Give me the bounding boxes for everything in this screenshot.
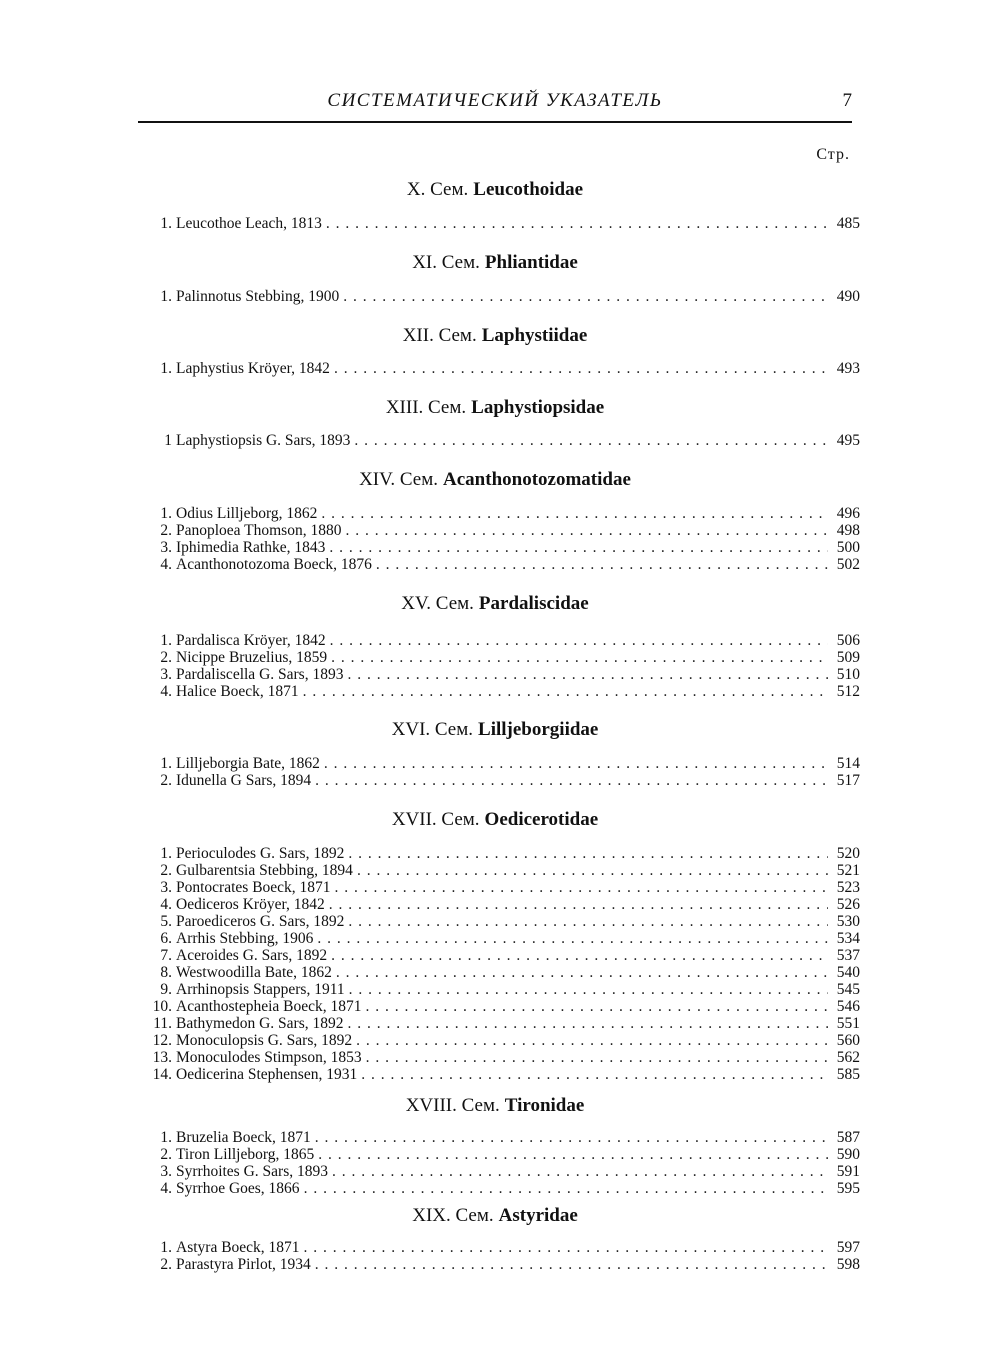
genus-number: 11. — [153, 1015, 172, 1032]
dot-leader — [343, 288, 828, 305]
genus-number: 8. — [160, 964, 172, 981]
dot-leader — [326, 215, 828, 232]
dot-leader — [356, 1032, 828, 1049]
genus-number: 13. — [152, 1049, 172, 1066]
genus-page: 560 — [836, 1032, 860, 1049]
genus-name: Pardalisca Kröyer, 1842 — [176, 632, 326, 649]
genus-name: Nicippe Bruzelius, 1859 — [176, 649, 328, 666]
dot-leader — [324, 755, 828, 772]
genus-page: 590 — [836, 1146, 860, 1163]
genus-name: Odius Lilljeborg, 1862 — [176, 505, 318, 522]
genus-name: Laphystiopsis G. Sars, 1893 — [176, 432, 351, 449]
genus-page: 509 — [836, 649, 860, 666]
family-heading — [138, 251, 852, 275]
genus-page: 598 — [836, 1256, 860, 1273]
genus-entry — [138, 522, 860, 539]
family-numeral: XV. — [401, 593, 432, 614]
genus-name: Syrrhoites G. Sars, 1893 — [176, 1163, 328, 1180]
genus-name: Arrhis Stebbing, 1906 — [176, 930, 314, 947]
genus-page: 493 — [836, 360, 860, 377]
genus-name: Pontocrates Boeck, 1871 — [176, 879, 331, 896]
genus-page: 540 — [836, 964, 860, 981]
genus-number: 10. — [152, 998, 172, 1015]
family-label: Сем. — [438, 325, 477, 346]
genus-page: 546 — [836, 998, 860, 1015]
genus-number: 1. — [160, 505, 172, 522]
genus-name: Bruzelia Boeck, 1871 — [176, 1129, 311, 1146]
family-heading — [138, 1204, 852, 1228]
genus-name: Astyra Boeck, 1871 — [176, 1239, 300, 1256]
dot-leader — [336, 964, 828, 981]
genus-page: 512 — [836, 683, 860, 700]
family-label: Сем. — [434, 719, 474, 740]
family-heading — [138, 718, 852, 742]
dot-leader — [315, 1256, 828, 1273]
genus-name: Panoploea Thomson, 1880 — [176, 522, 342, 539]
genus-page: 591 — [836, 1163, 860, 1180]
genus-page: 506 — [836, 632, 860, 649]
genus-entry — [138, 1066, 860, 1083]
genus-number: 1. — [160, 1129, 172, 1146]
genus-number: 1. — [160, 1239, 172, 1256]
family-numeral: XVI. — [391, 719, 431, 740]
genus-page: 495 — [836, 432, 860, 449]
genus-number: 2. — [160, 522, 172, 539]
dot-leader — [366, 1049, 828, 1066]
dot-leader — [361, 1066, 828, 1083]
genus-entry — [138, 755, 860, 772]
genus-page: 500 — [836, 539, 860, 556]
genus-entry — [138, 1032, 860, 1049]
genus-page: 520 — [836, 845, 860, 862]
dot-leader — [348, 913, 828, 930]
genus-entry — [138, 1146, 860, 1163]
genus-number: 1. — [160, 755, 172, 772]
genus-entry — [138, 288, 860, 305]
genus-number: 9. — [160, 981, 172, 998]
genus-number: 2. — [160, 772, 172, 789]
family-name: Tironidae — [504, 1095, 585, 1116]
genus-entry — [138, 998, 860, 1015]
genus-number: 12. — [152, 1032, 172, 1049]
genus-name: Aceroides G. Sars, 1892 — [176, 947, 328, 964]
genus-number: 4. — [160, 683, 172, 700]
genus-number: 7. — [160, 947, 172, 964]
family-label: Сем. — [430, 179, 469, 200]
family-label: Сем. — [441, 252, 480, 273]
family-numeral: XII. — [402, 325, 434, 346]
genus-entry — [138, 666, 860, 683]
genus-number: 5. — [160, 913, 172, 930]
genus-entry — [138, 947, 860, 964]
genus-number: 1. — [160, 632, 172, 649]
genus-name: Acanthonotozoma Boeck, 1876 — [176, 556, 372, 573]
genus-page: 526 — [836, 896, 860, 913]
dot-leader — [334, 360, 828, 377]
genus-name: Perioculodes G. Sars, 1892 — [176, 845, 345, 862]
family-numeral: XVIII. — [405, 1095, 457, 1116]
running-head — [138, 90, 852, 120]
genus-entry — [138, 632, 860, 649]
genus-number: 1. — [160, 360, 172, 377]
genus-name: Monoculodes Stimpson, 1853 — [176, 1049, 362, 1066]
dot-leader — [330, 632, 828, 649]
genus-entry — [138, 879, 860, 896]
family-label: Сем. — [428, 397, 467, 418]
genus-number: 2. — [160, 1256, 172, 1273]
dot-leader — [318, 1146, 828, 1163]
genus-page: 510 — [836, 666, 860, 683]
genus-entry — [138, 981, 860, 998]
genus-entry — [138, 683, 860, 700]
genus-page: 523 — [836, 879, 860, 896]
genus-page: 485 — [836, 215, 860, 232]
genus-entry — [138, 1163, 860, 1180]
family-numeral: XIII. — [385, 397, 424, 418]
genus-number: 4. — [160, 1180, 172, 1197]
genus-entry — [138, 845, 860, 862]
family-label: Сем. — [441, 809, 480, 830]
dot-leader — [335, 879, 828, 896]
genus-number: 4. — [160, 556, 172, 573]
dot-leader — [366, 998, 828, 1015]
genus-entry — [138, 432, 860, 449]
family-label: Сем. — [435, 593, 474, 614]
genus-number: 2. — [160, 649, 172, 666]
genus-number: 4. — [160, 896, 172, 913]
dot-leader — [321, 505, 828, 522]
family-numeral: XIX. — [412, 1205, 451, 1226]
genus-entry — [138, 556, 860, 573]
family-numeral: XVII. — [391, 809, 437, 830]
genus-page: 517 — [836, 772, 860, 789]
genus-page: 534 — [836, 930, 860, 947]
dot-leader — [329, 896, 828, 913]
dot-leader — [347, 1015, 828, 1032]
genus-number: 1. — [160, 215, 172, 232]
genus-entry — [138, 539, 860, 556]
genus-page: 537 — [836, 947, 860, 964]
dot-leader — [331, 947, 828, 964]
dot-leader — [329, 539, 828, 556]
family-heading — [138, 808, 852, 832]
genus-page: 587 — [836, 1129, 860, 1146]
running-title: СИСТЕМАТИЧЕСКИЙ УКАЗАТЕЛЬ — [327, 90, 663, 111]
genus-entry — [138, 360, 860, 377]
genus-entry — [138, 215, 860, 232]
genus-name: Gulbarentsia Stebbing, 1894 — [176, 862, 353, 879]
genus-entry — [138, 649, 860, 666]
family-label: Сем. — [461, 1095, 500, 1116]
genus-name: Laphystius Kröyer, 1842 — [176, 360, 330, 377]
family-name: Phliantidae — [484, 252, 578, 273]
genus-name: Syrrhoe Goes, 1866 — [176, 1180, 300, 1197]
genus-name: Palinnotus Stebbing, 1900 — [176, 288, 340, 305]
genus-page: 514 — [836, 755, 860, 772]
family-heading — [138, 1094, 852, 1118]
family-heading — [138, 592, 852, 616]
genus-entry — [138, 1256, 860, 1273]
family-heading — [138, 396, 852, 420]
genus-number: 1. — [160, 845, 172, 862]
dot-leader — [354, 432, 828, 449]
genus-name: Leucothoe Leach, 1813 — [176, 215, 322, 232]
genus-page: 545 — [836, 981, 860, 998]
family-name: Pardaliscidae — [478, 593, 589, 614]
genus-name: Tiron Lilljeborg, 1865 — [176, 1146, 315, 1163]
genus-entry — [138, 896, 860, 913]
genus-page: 595 — [836, 1180, 860, 1197]
genus-number: 14. — [152, 1066, 172, 1083]
family-numeral: XIV. — [359, 469, 396, 490]
genus-page: 530 — [836, 913, 860, 930]
family-heading — [138, 468, 852, 492]
family-label: Сем. — [455, 1205, 494, 1226]
genus-name: Westwoodilla Bate, 1862 — [176, 964, 332, 981]
family-name: Oedicerotidae — [484, 809, 599, 830]
genus-page: 551 — [836, 1015, 860, 1032]
genus-number: 3. — [160, 879, 172, 896]
genus-name: Halice Boeck, 1871 — [176, 683, 299, 700]
genus-name: Bathymedon G. Sars, 1892 — [176, 1015, 344, 1032]
genus-number: 2. — [160, 1146, 172, 1163]
genus-entry — [138, 772, 860, 789]
dot-leader — [332, 1163, 828, 1180]
header-rule — [138, 121, 852, 123]
family-name: Laphystiidae — [481, 325, 588, 346]
dot-leader — [348, 845, 828, 862]
genus-page: 597 — [836, 1239, 860, 1256]
genus-page: 496 — [836, 505, 860, 522]
dot-leader — [315, 772, 828, 789]
dot-leader — [357, 862, 828, 879]
genus-entry — [138, 862, 860, 879]
family-label: Сем. — [399, 469, 439, 490]
genus-number: 2. — [160, 862, 172, 879]
genus-entry — [138, 505, 860, 522]
genus-number: 3. — [160, 1163, 172, 1180]
family-numeral: XI. — [412, 252, 438, 273]
family-name: Astyridae — [498, 1205, 578, 1226]
genus-entry — [138, 964, 860, 981]
genus-page: 490 — [836, 288, 860, 305]
genus-name: Oediceros Kröyer, 1842 — [176, 896, 325, 913]
genus-page: 521 — [836, 862, 860, 879]
family-numeral: X. — [406, 179, 426, 200]
dot-leader — [304, 1180, 828, 1197]
genus-page: 498 — [836, 522, 860, 539]
family-name: Acanthonotozomatidae — [443, 469, 631, 490]
genus-page: 585 — [836, 1066, 860, 1083]
family-name: Laphystiopsidae — [471, 397, 605, 418]
genus-entry — [138, 1049, 860, 1066]
family-name: Leucothoidae — [473, 179, 584, 200]
family-heading — [138, 324, 852, 348]
genus-name: Idunella G Sars, 1894 — [176, 772, 312, 789]
genus-name: Acanthostepheia Boeck, 1871 — [176, 998, 362, 1015]
dot-leader — [331, 649, 828, 666]
genus-number: 1. — [160, 288, 172, 305]
family-name: Lilljeborgiidae — [478, 719, 599, 740]
dot-leader — [347, 666, 828, 683]
dot-leader — [345, 522, 828, 539]
page-column-label: Стр. — [816, 146, 850, 163]
genus-name: Monoculopsis G. Sars, 1892 — [176, 1032, 353, 1049]
dot-leader — [376, 556, 828, 573]
dot-leader — [303, 683, 828, 700]
family-heading — [138, 178, 852, 202]
genus-entry — [138, 1239, 860, 1256]
genus-name: Iphimedia Rathke, 1843 — [176, 539, 326, 556]
genus-page: 502 — [836, 556, 860, 573]
dot-leader — [304, 1239, 828, 1256]
genus-number: 6. — [160, 930, 172, 947]
genus-entry — [138, 1015, 860, 1032]
genus-name: Parastyra Pirlot, 1934 — [176, 1256, 311, 1273]
genus-name: Oedicerina Stephensen, 1931 — [176, 1066, 358, 1083]
dot-leader — [317, 930, 828, 947]
genus-name: Pardaliscella G. Sars, 1893 — [176, 666, 344, 683]
genus-name: Paroediceros G. Sars, 1892 — [176, 913, 345, 930]
genus-number: 3. — [160, 539, 172, 556]
genus-entry — [138, 1129, 860, 1146]
page-number: 7 — [842, 90, 852, 111]
genus-name: Arrhinopsis Stappers, 1911 — [176, 981, 345, 998]
genus-name: Lilljeborgia Bate, 1862 — [176, 755, 320, 772]
genus-entry — [138, 1180, 860, 1197]
genus-entry — [138, 913, 860, 930]
genus-entry — [138, 930, 860, 947]
genus-number: 1 — [164, 432, 172, 449]
dot-leader — [315, 1129, 828, 1146]
dot-leader — [349, 981, 828, 998]
genus-page: 562 — [836, 1049, 860, 1066]
genus-number: 3. — [160, 666, 172, 683]
